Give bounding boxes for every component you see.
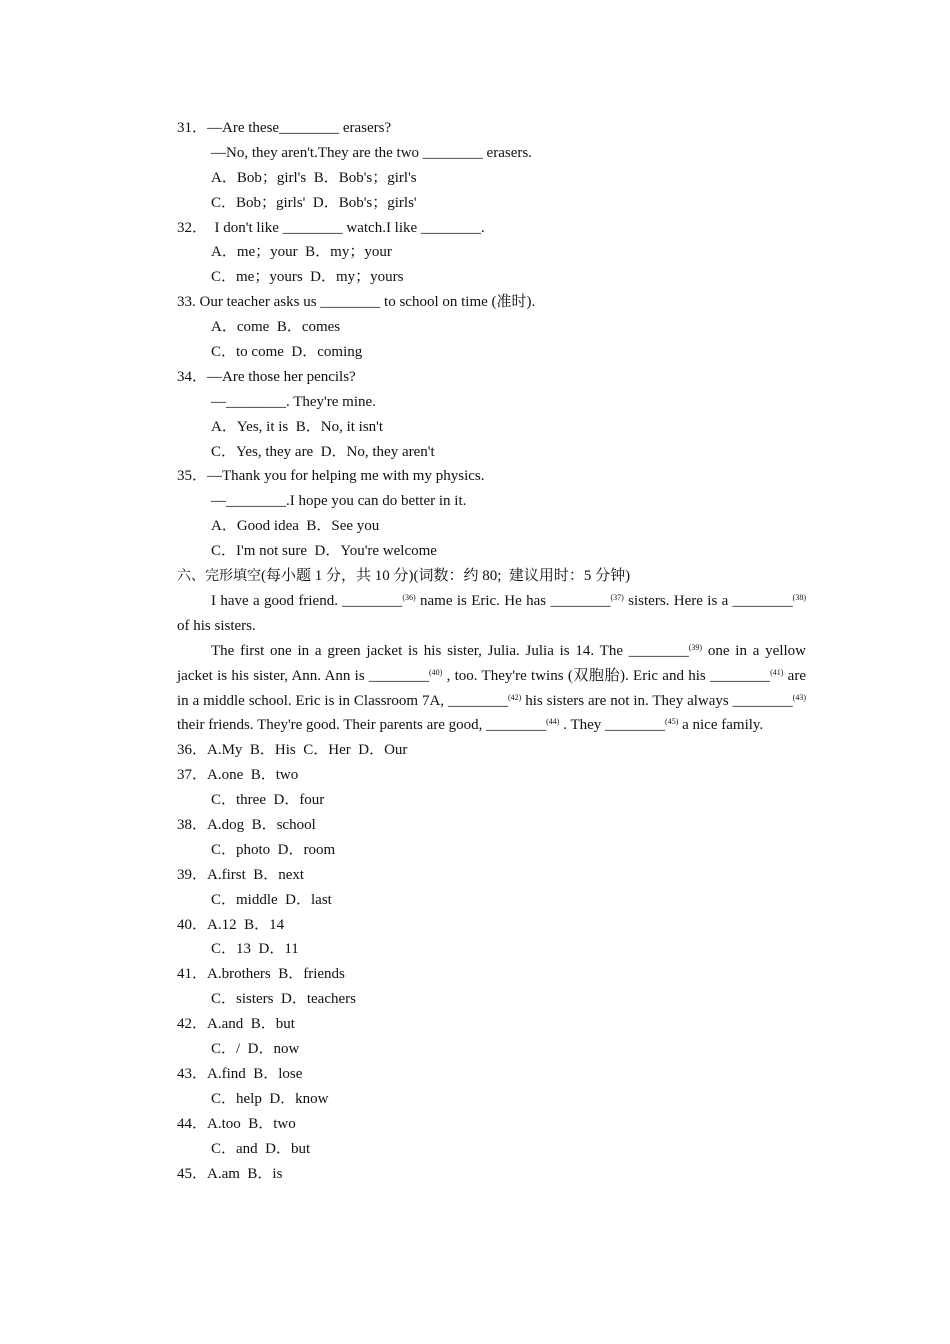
question-33-options-cd: C．to come D．coming xyxy=(211,344,363,361)
question-34-options-ab: A．Yes, it is B．No, it isn't xyxy=(211,418,384,435)
cloze-42-options-ab: 42．A.and B．but xyxy=(177,1016,295,1033)
cloze-41-options-cd: C．sisters D．teachers xyxy=(211,991,356,1008)
cloze-38-options-cd: C．photo D．room xyxy=(211,841,336,858)
cloze-45-options-ab: 45．A.am B．is xyxy=(177,1165,283,1182)
question-31-options-ab: A．Bob；girl's B．Bob's；girl's xyxy=(211,169,417,186)
question-35-line-2: —________.I hope you can do better in it. xyxy=(211,493,467,510)
question-32-options-cd: C．me；yours D．my；yours xyxy=(211,269,404,286)
section-heading-note: (每小题 1 分，共 10 分)(词数：约 80; 建议用时：5 分钟) xyxy=(261,568,631,585)
question-32-line-1: 32． I don't like ________ watch.I like ________. xyxy=(177,219,485,236)
question-31-line-2: —No, they aren't.They are the two ________ erasers. xyxy=(211,144,532,161)
cloze-39-options-cd: C．middle D．last xyxy=(211,891,332,908)
cloze-43-options-ab: 43．A.find B．lose xyxy=(177,1065,303,1082)
section-heading-title: 六、完形填空 xyxy=(177,568,261,585)
question-34-line-1: 34．—Are those her pencils? xyxy=(177,368,356,385)
cloze-40-options-ab: 40．A.12 B．14 xyxy=(177,916,285,933)
question-34-options-cd: C．Yes, they are D．No, they aren't xyxy=(211,443,435,460)
question-31-options-cd: C．Bob；girls' D．Bob's；girls' xyxy=(211,194,417,211)
cloze-38-options-ab: 38．A.dog B．school xyxy=(177,817,316,834)
cloze-44-options-cd: C．and D．but xyxy=(211,1140,311,1157)
cloze-passage-paragraph-2: The first one in a green jacket is his sister, Julia. Julia is 14. The ________$^{(39)}$ one in a yellow jacket is his sister, Ann. Ann is ________$^{(40)}$ , too. They're twins (双胞胎). Eric and his ________$^{(41)}$ are in a middle school. Eric is in Classroom 7A, ________$^{(42)}$ his sisters are not in. They always ________$^{(43)}$ their friends. They're good. Their parents are good, ________$^{(44)}$ . They ________$^{(45)}$ a nice family. xyxy=(177,642,807,734)
question-33-options-ab: A．come B．comes xyxy=(211,319,341,336)
cloze-44-options-ab: 44．A.too B．two xyxy=(177,1115,296,1132)
question-32-options-ab: A．me；your B．my；your xyxy=(211,244,392,261)
cloze-43-options-cd: C．help D．know xyxy=(211,1090,329,1107)
cloze-37-options-ab: 37．A.one B．two xyxy=(177,767,299,784)
section-heading xyxy=(177,564,806,589)
cloze-passage-paragraph-1: I have a good friend. ________$^{(36)}$ name is Eric. He has ________$^{(37)}$ sisters. Here is a ________$^{(38)}$ of his sisters. xyxy=(177,592,806,634)
question-35-options-cd: C．I'm not sure D．You're welcome xyxy=(211,543,437,560)
question-35-line-1: 35．—Thank you for helping me with my physics. xyxy=(177,468,485,485)
cloze-42-options-cd: C．/ D．now xyxy=(211,1041,300,1058)
cloze-41-options-ab: 41．A.brothers B．friends xyxy=(177,966,345,983)
exam-content xyxy=(177,116,806,1186)
cloze-37-options-cd: C．three D．four xyxy=(211,792,325,809)
cloze-40-options-cd: C．13 D．11 xyxy=(211,941,299,958)
question-34-line-2: —________. They're mine. xyxy=(211,393,376,410)
cloze-36-options: 36．A.My B．His C．Her D．Our xyxy=(177,742,408,759)
question-35-options-ab: A．Good idea B．See you xyxy=(211,518,380,535)
cloze-39-options-ab: 39．A.first B．next xyxy=(177,866,305,883)
question-31-line-1: 31．—Are these________ erasers? xyxy=(177,120,392,136)
question-33-line-1: 33. Our teacher asks us ________ to school on time (准时). xyxy=(177,294,536,311)
